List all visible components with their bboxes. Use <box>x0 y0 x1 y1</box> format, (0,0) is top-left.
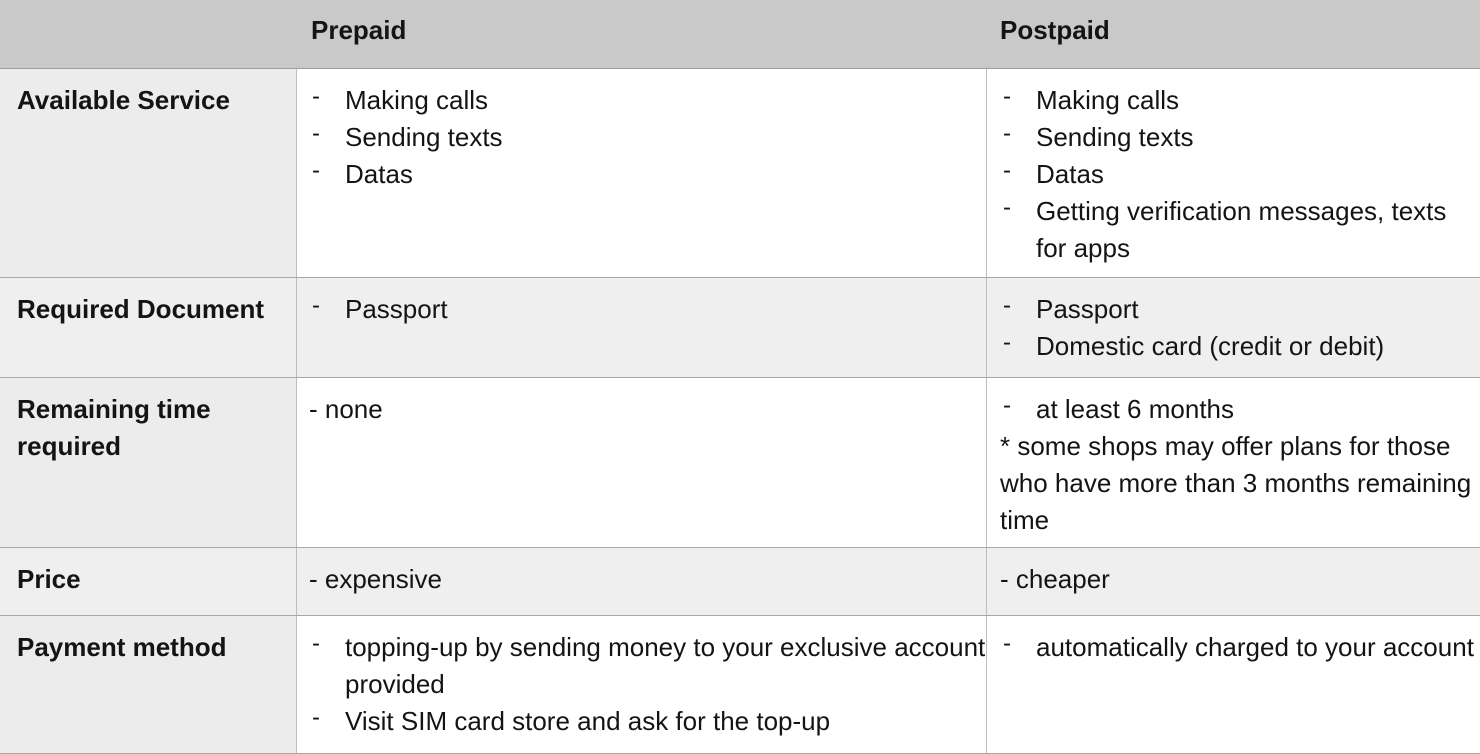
table-row-remaining-time <box>0 378 1480 548</box>
postpaid-cell <box>986 616 1480 753</box>
bullet-dash: - <box>312 704 320 731</box>
postpaid-cell <box>986 69 1480 277</box>
bullet-dash: - <box>1003 329 1011 356</box>
bullet-dash: - <box>1003 194 1011 221</box>
table-header-row <box>0 0 1480 69</box>
row-label: Payment method <box>0 616 296 753</box>
header-empty-cell <box>0 0 296 68</box>
bullet-dash: - <box>312 630 320 657</box>
prepaid-cell <box>296 69 986 277</box>
bullet-dash: - <box>1003 292 1011 319</box>
row-label: Remaining time required <box>0 378 296 547</box>
list-item: - Making calls <box>309 82 986 119</box>
row-label: Available Service <box>0 69 296 277</box>
list-item: - topping-up by sending money to your exclusive account provided <box>309 629 986 703</box>
postpaid-cell <box>986 278 1480 377</box>
prepaid-cell <box>296 278 986 377</box>
prepaid-cell <box>296 548 986 615</box>
bullet-dash: - <box>1003 157 1011 184</box>
bullet-dash: - <box>312 292 320 319</box>
header-postpaid: Postpaid <box>1000 15 1110 45</box>
list-item: - Domestic card (credit or debit) <box>1000 328 1480 365</box>
postpaid-cell <box>986 378 1480 547</box>
table-row-price <box>0 548 1480 616</box>
list-item: - Datas <box>1000 156 1480 193</box>
list-item: - Making calls <box>1000 82 1480 119</box>
list-item: - automatically charged to your account <box>1000 629 1480 666</box>
cell-text: - expensive <box>309 564 442 594</box>
bullet-dash: - <box>1003 83 1011 110</box>
prepaid-cell <box>296 378 986 547</box>
table-row-required-document <box>0 278 1480 378</box>
cell-text: - cheaper <box>1000 564 1110 594</box>
header-prepaid: Prepaid <box>311 15 407 45</box>
list-item: - Passport <box>1000 291 1480 328</box>
table-row-payment-method <box>0 616 1480 754</box>
list-item: - Datas <box>309 156 986 193</box>
bullet-dash: - <box>312 120 320 147</box>
row-label: Required Document <box>17 294 265 324</box>
bullet-dash: - <box>1003 630 1011 657</box>
row-label: Price <box>17 564 81 594</box>
list-item: - Visit SIM card store and ask for the top-up <box>309 703 986 740</box>
bullet-dash: - <box>1003 120 1011 147</box>
list-item: - Passport <box>309 291 986 328</box>
list-item: - Sending texts <box>1000 119 1480 156</box>
bullet-dash: - <box>1003 392 1011 419</box>
prepaid-cell <box>296 616 986 753</box>
list-item: - Getting verification messages, texts for apps <box>1000 193 1480 267</box>
bullet-dash: - <box>312 157 320 184</box>
table-row-available-service <box>0 69 1480 278</box>
bullet-dash: - <box>312 83 320 110</box>
postpaid-cell <box>986 548 1480 615</box>
cell-text: - none <box>309 394 383 424</box>
list-item: - at least 6 months <box>1000 391 1480 428</box>
list-item: - Sending texts <box>309 119 986 156</box>
footnote-text: * some shops may offer plans for those who have more than 3 months remaining time <box>1000 431 1472 535</box>
